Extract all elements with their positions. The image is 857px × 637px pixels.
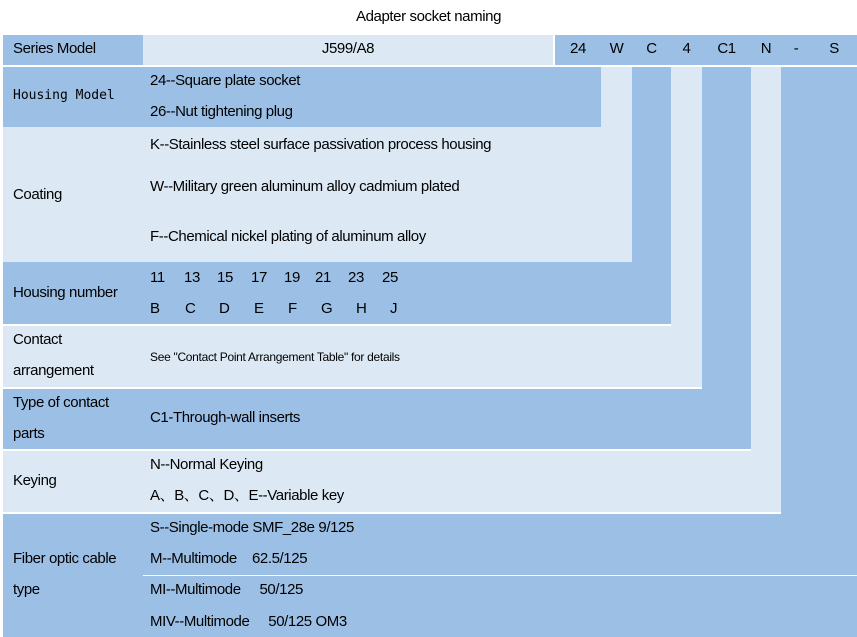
fiber-label: Fiber optic cable: [13, 550, 117, 567]
coating-option: W--Military green aluminum alloy cadmium plated: [150, 178, 460, 195]
coating-label: Coating: [13, 186, 62, 203]
code-column-n: [751, 67, 781, 451]
code-column-w: [601, 67, 632, 127]
housing-number-letter: G: [321, 300, 333, 317]
code-c: C: [646, 40, 657, 57]
code-n: N: [760, 40, 772, 57]
code-4: 4: [682, 40, 691, 57]
housing-number-value: 13: [184, 269, 200, 286]
keying-row: [3, 451, 781, 512]
housing-number-value: 21: [315, 269, 331, 286]
housing-number-value: 19: [284, 269, 300, 286]
code-column-c1: [702, 67, 751, 389]
housing-model-label: Housing Model: [13, 88, 115, 103]
code-w: W: [609, 40, 624, 57]
housing-number-letter: C: [185, 300, 196, 317]
keying-label: Keying: [13, 472, 57, 489]
housing-number-letter: B: [150, 300, 160, 317]
contact-parts-row: [3, 389, 751, 449]
housing-number-letter: J: [390, 300, 398, 317]
series-model-value: J599/A8: [321, 40, 375, 57]
housing-number-letter: F: [288, 300, 297, 317]
page-title: Adapter socket naming: [355, 8, 502, 25]
code-c1: C1: [717, 40, 736, 57]
housing-number-value: 17: [251, 269, 267, 286]
code-column-c: [632, 67, 671, 262]
housing-number-letter: D: [219, 300, 230, 317]
contact-arrangement-label: Contact: [13, 331, 62, 348]
housing-number-letter: H: [356, 300, 367, 317]
keying-option: A、B、C、D、E--Variable key: [150, 487, 344, 504]
code-column-4: [671, 67, 702, 326]
fiber-option: M--Multimode 62.5/125: [150, 550, 308, 567]
housing-number-value: 11: [150, 269, 165, 286]
keying-option: N--Normal Keying: [150, 456, 263, 473]
contact-parts-label: parts: [13, 425, 45, 442]
fiber-label: type: [13, 581, 40, 598]
housing-model-option: 24--Square plate socket: [150, 72, 301, 89]
fiber-option: MI--Multimode 50/125: [150, 581, 303, 598]
code-dash: -: [793, 40, 799, 57]
housing-number-value: 25: [382, 269, 398, 286]
coating-option: K--Stainless steel surface passivation process housing: [150, 136, 492, 153]
housing-number-letter: E: [254, 300, 264, 317]
code-24: 24: [570, 40, 586, 57]
code-column-dash-s: [781, 67, 857, 514]
housing-model-option: 26--Nut tightening plug: [150, 103, 293, 120]
contact-parts-label: Type of contact: [13, 394, 109, 411]
housing-number-label: Housing number: [13, 284, 118, 301]
coating-option: F--Chemical nickel plating of aluminum alloy: [150, 228, 426, 245]
housing-number-value: 23: [348, 269, 364, 286]
fiber-option: S--Single-mode SMF_28e 9/125: [150, 519, 354, 536]
contact-arrangement-note: See "Contact Point Arrangement Table" for details: [150, 350, 400, 364]
contact-parts-option: C1-Through-wall inserts: [150, 409, 301, 426]
fiber-option: MIV--Multimode 50/125 OM3: [150, 613, 347, 630]
housing-number-value: 15: [217, 269, 233, 286]
fiber-divider: [143, 575, 857, 576]
series-model-label: Series Model: [13, 40, 96, 57]
code-s: S: [829, 40, 839, 57]
contact-arrangement-label: arrangement: [13, 362, 94, 379]
